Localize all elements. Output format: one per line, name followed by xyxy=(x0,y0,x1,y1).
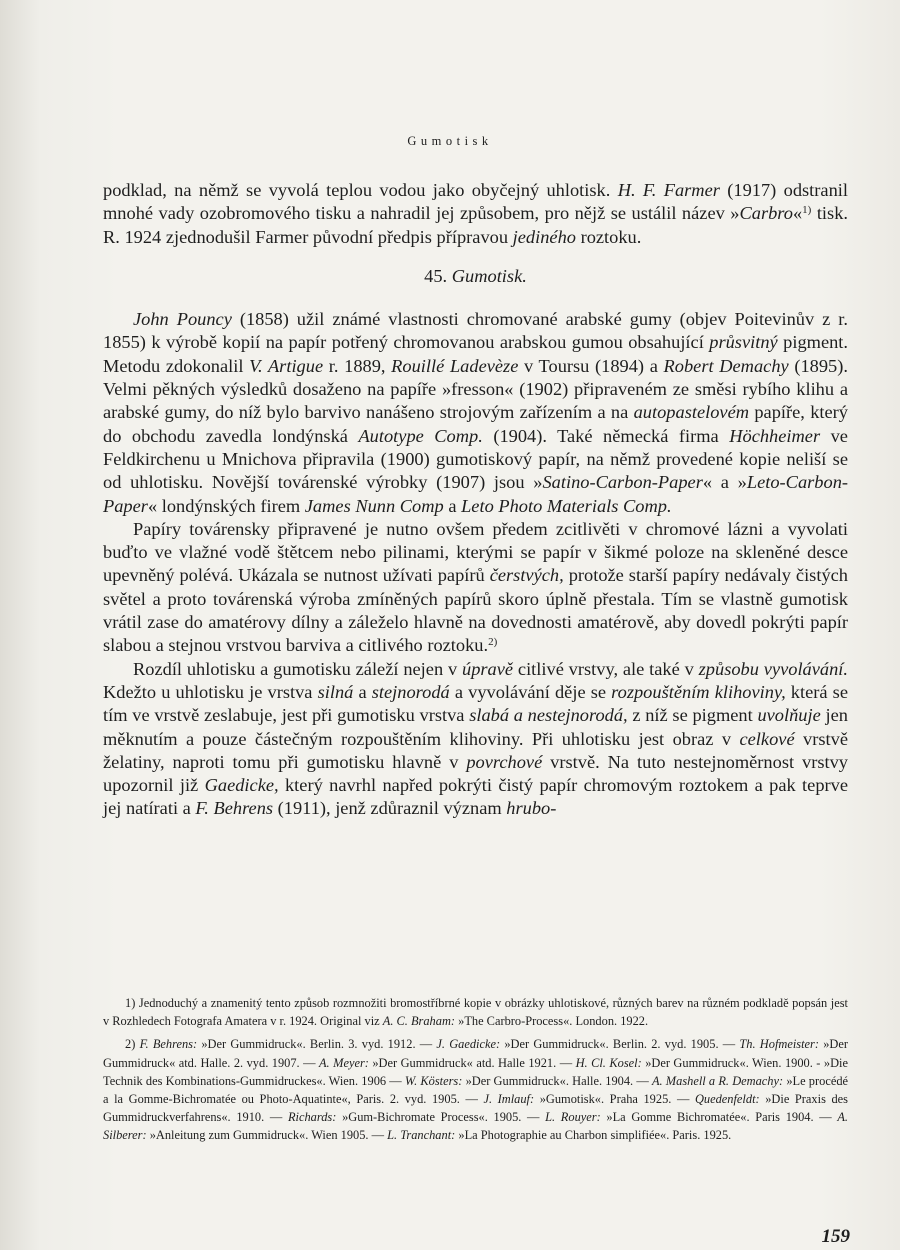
footnote-1: 1) Jednoduchý a znamenitý tento způsob rozmnožiti bromostříbrné kopie v obrázky uhlotiskové, různých barev na různém podkladě popsán jest v Rozhledech Fotografa Amatera v r. 1924. Original viz A. C. Braham: »The Carbro-Process«. London. 1922. xyxy=(103,996,848,1029)
page-number: 159 xyxy=(821,1226,850,1247)
footnotes xyxy=(103,994,848,1145)
main-text xyxy=(103,179,848,821)
paragraph-1: podklad, na němž se vyvolá teplou vodou jako obyčejný uhlotisk. H. F. Farmer (1917) odstranil mnohé vady ozobromového tisku a nahradil jej způsobem, pro nějž se ustálil název »Carbro«$^{1)}$ tisk. R. 1924 zjednodušil Farmer původní předpis přípravou jediného roztoku. xyxy=(103,180,848,247)
paragraph-3: Papíry továrensky připravené je nutno ovšem předem zcitlivěti v chromové lázni a vyvolati buďto ve vlažné vodě štětcem nebo pilinami, kterými se papír v šikmé poloze na skleněné desce upevněný polévá. Ukázala se nutnost užívati papírů čerstvých, protože starší papíry nedávaly čistých světel a proto továrenská výroba zmíněných papírů skoro úplně přestala. Tím se vlastně gumotisk vrátil zase do amatérovy dílny a záleželo hlavně na dovednosti amatérově, aby dovedl pokrýti papír slabou a stejnou vrstvou barviva a citlivého roztoku.$^{2)}$ xyxy=(103,518,849,656)
paragraph-2: John Pouncy (1858) užil známé vlastnosti chromované arabské gumy (objev Poitevinův z r. 1855) k výrobě kopií na papír potřený chromovanou arabskou gumou obsahující průsvitný pigment. Metodu zdokonalil V. Artigue r. 1889, Rouillé Ladevèze v Toursu (1894) a Robert Demachy (1895). Velmi pěkných výsledků dosaženo na papíře »fresson« (1902) připraveném ze směsi rybího klihu a arabské gumy, do níž bylo barvivo nanášeno strojovým zařízením a na autopastelovém papíře, který do obchodu zavedla londýnská Autotype Comp. (1904). Také německá firma Höchheimer ve Feldkirchenu u Mnichova připravila (1900) gumotiskový papír, na němž provedené kopie neliší se od uhlotisku. Novější továrenské výrobky (1907) jsou »Satino-Carbon-Paper« a »Leto-Carbon-Paper« londýnských firem James Nunn Comp a Leto Photo Materials Comp. xyxy=(103,309,849,516)
section-title: Gumotisk. xyxy=(451,265,527,286)
paragraph-4: Rozdíl uhlotisku a gumotisku záleží nejen v úpravě citlivé vrstvy, ale také v způsobu vyvolávání. Kdežto u uhlotisku je vrstva silná a stejnorodá a vyvolávání děje se rozpouštěním klihoviny, která se tím ve vrstvě zeslabuje, jest při gumotisku vrstva slabá a nestejnorodá, z níž se pigment uvolňuje jen měknutím a pouze částečným rozpouštěním klihoviny. Při uhlotisku jest obraz v celkové vrstvě želatiny, naproti tomu při gumotisku hlavně v povrchové vrstvě. Na tuto nestejnoměrnost vrstvy upozornil již Gaedicke, který navrhl napřed pokrýti čistý papír chromovým roztokem a pak teprve jej natírati a F. Behrens (1911), jenž zdůraznil význam hrubo- xyxy=(103,658,849,819)
footnote-ref-1: 1) xyxy=(802,204,812,217)
running-header: Gumotisk xyxy=(407,134,493,148)
section-number: 45. xyxy=(424,265,448,286)
footnote-ref-2: 2) xyxy=(488,636,498,649)
footnote-2: 2) F. Behrens: »Der Gummidruck«. Berlin. 3. vyd. 1912. — J. Gaedicke: »Der Gummidruck«. Berlin. 2. vyd. 1905. — Th. Hofmeister: »Der Gummidruck« atd. Halle. 2. vyd. 1907. — A. Meyer: »Der Gummidruck« atd. Halle 1921. — H. Cl. Kosel: »Der Gummidruck«. Wien. 1900. - »Die Technik des Kombinations-Gummidruckes«. Wien. 1906 — W. Kösters: »Der Gummidruck«. Halle. 1904. — A. Mashell a R. Demachy: »Le procédé a la Gomme-Bichromatée ou Photo-Aquatinte«, Paris. 2. vyd. 1905. — J. Imlauf: »Gumotisk«. Praha 1925. — Quedenfeldt: »Die Praxis des Gummidruckverfahrens«. 1910. — Richards: »Gum-Bichromate Process«. 1905. — L. Rouyer: »La Gomme Bichromatée«. Paris 1904. — A. Silberer: »Anleitung zum Gummidruck«. Wien 1905. — L. Tranchant: »La Photographie au Charbon simplifiée«. Paris. 1925. xyxy=(103,1037,849,1143)
section-heading xyxy=(103,265,848,288)
